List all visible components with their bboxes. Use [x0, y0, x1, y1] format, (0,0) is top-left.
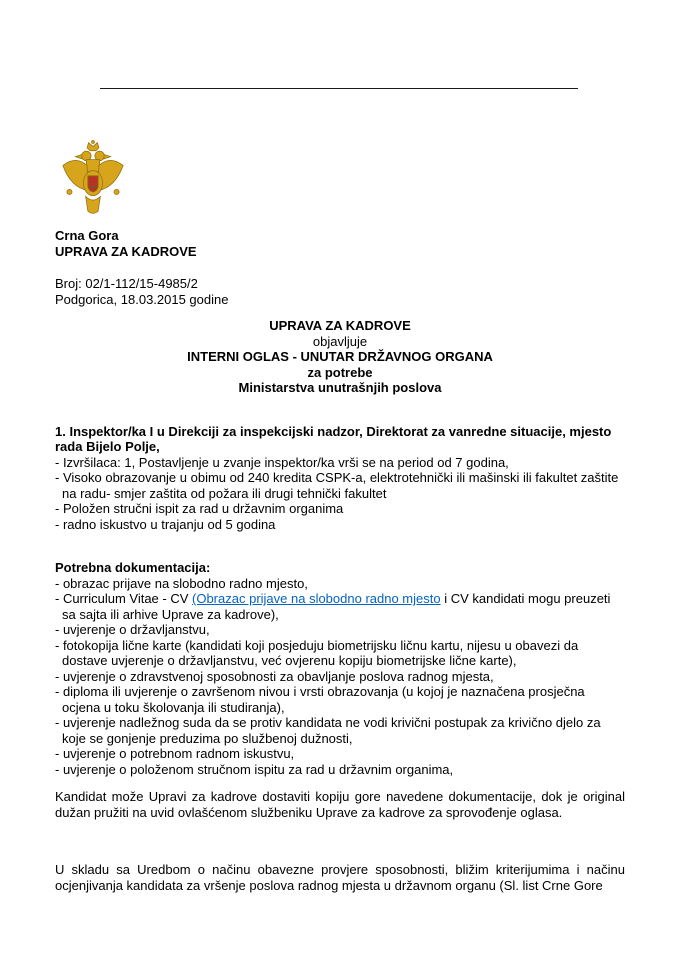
announcement-title-block	[55, 318, 625, 396]
title-publishes: objavljuje	[312, 333, 368, 349]
documentation-list	[55, 576, 625, 778]
application-form-link[interactable]: (Obrazac prijave na slobodno radno mjesto	[192, 591, 441, 606]
requirement-item: - Položen stručni ispit za rad u državnim organima	[55, 501, 344, 516]
document-item: - fotokopija lične karte (kandidati koji posjeduju biometrijsku ličnu kartu, nijesu u obavezi da dostave uvjerenje o državljanstvu, već ovjerenu kopiju biometrijske lične karte),	[55, 637, 579, 668]
org-name: UPRAVA ZA KADROVE	[55, 243, 197, 259]
place-and-date: Podgorica, 18.03.2015 godine	[55, 291, 229, 307]
document-item: - uvjerenje o potrebnom radnom iskustvu,	[55, 746, 295, 761]
title-ministry: Ministarstva unutrašnjih poslova	[238, 380, 442, 395]
position-heading: 1. Inspektor/ka I u Direkciji za inspekcijski nadzor, Direktorat za vanredne situacije, mjesto rada Bijelo Polje,	[55, 423, 612, 454]
requirements-list	[55, 455, 625, 533]
reference-number: Broj: 02/1-112/15-4985/2	[55, 276, 198, 291]
header-rule	[100, 88, 578, 89]
paragraph-original-documents-note: Kandidat može Upravi za kadrove dostaviti kopiju gore navedene dokumentacije, dok je original dužan pružiti na uvid ovlašćenom službeniku Uprave za kadrove za sprovođenje oglasa.	[55, 789, 625, 820]
requirement-item: - Visoko obrazovanje u obimu od 240 kredita CSPK-a, elektrotehnički ili mašinski ili fakultet zaštite na radu- smjer zaštita od požara ili drugi tehnički fakultet	[55, 470, 619, 501]
reference-block	[55, 276, 625, 307]
document-item-cv	[55, 591, 625, 622]
org-header	[55, 0, 625, 259]
requirement-item: - radno iskustvo u trajanju od 5 godina	[55, 516, 276, 532]
document-item: - uvjerenje o položenom stručnom ispitu za rad u državnim organima,	[55, 761, 454, 777]
document-item: - obrazac prijave na slobodno radno mjesto,	[55, 575, 308, 591]
title-for-needs: za potrebe	[307, 364, 373, 380]
org-country: Crna Gora	[55, 228, 119, 243]
title-org: UPRAVA ZA KADROVE	[269, 318, 411, 333]
title-announcement-type: INTERNI OGLAS - UNUTAR DRŽAVNOG ORGANA	[187, 349, 493, 364]
requirement-item: - Izvršilaca: 1, Postavljenje u zvanje inspektor/ka vrši se na period od 7 godina,	[55, 454, 509, 470]
cv-text-after-link: i CV kandidati mogu preuzeti sa sajta ili arhive Uprave za kadrove),	[62, 591, 611, 622]
montenegro-coat-of-arms-icon	[55, 139, 131, 217]
document-item: - uvjerenje nadležnog suda da se protiv kandidata ne vodi krivični postupak za krivično djelo za koje se gonjenje preduzima po službenoj dužnosti,	[55, 715, 601, 746]
document-item: - uvjerenje o državljanstvu,	[55, 622, 210, 637]
document-item: - uvjerenje o zdravstvenoj sposobnosti za obavljanje poslova radnog mjesta,	[55, 668, 494, 684]
paragraph-regulation-note: U skladu sa Uredbom o načinu obavezne provjere sposobnosti, bližim kriterijumima i načinu ocjenjivanja kandidata za vršenje poslova radnog mjesta u državnom organu (Sl. list Crne Gore	[55, 862, 625, 893]
documentation-heading: Potrebna dokumentacija:	[55, 560, 211, 575]
document-item: - diploma ili uvjerenje o završenom nivou i vrsti obrazovanja (u kojoj je naznačena prosječna ocjena u toku školovanja ili studiranja),	[55, 684, 585, 715]
cv-text-before-link: - Curriculum Vitae - CV	[55, 591, 193, 606]
